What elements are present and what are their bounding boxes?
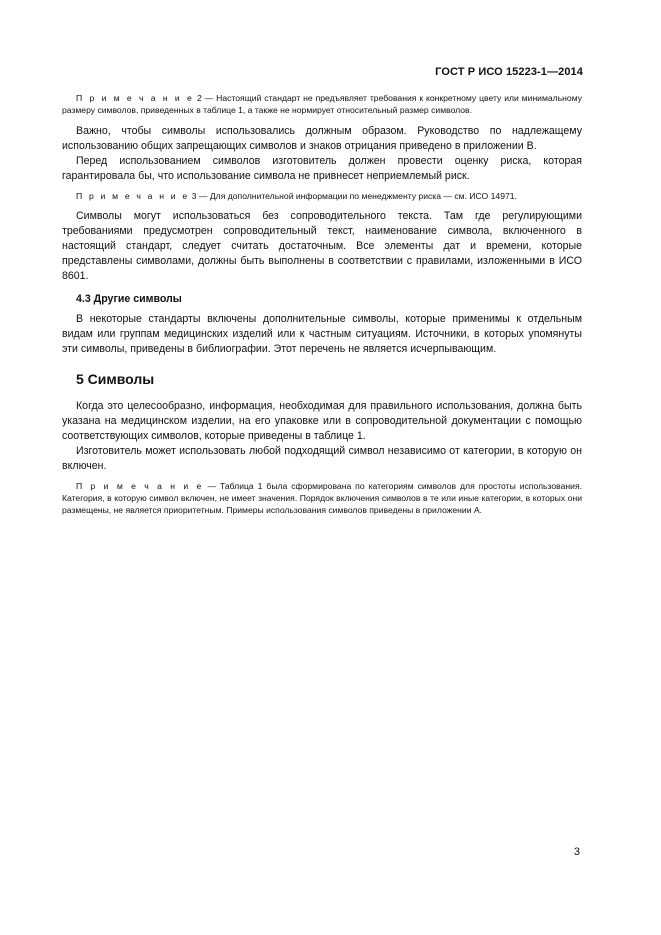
note-label: П р и м е ч а н и е	[76, 93, 195, 103]
section-heading-5: 5 Символы	[76, 370, 155, 387]
paragraph-accompanying-text: Символы могут использоваться без сопроводительного текста. Там где регулирующими требованиями предусмотрен сопроводительный текст, наименование символа, включенного в настоящий стандарт, следует считать достаточным. Все элементы дат и времени, которые представлены символами, должны быть выполнены в соответствии с правилами, изложенными в ИСО 8601.	[62, 209, 582, 282]
page-content	[62, 92, 582, 516]
page-number: 3	[573, 846, 580, 858]
paragraph-information-required: Когда это целесообразно, информация, необходимая для правильного использования, должна быть указана на медицинском изделии, на его упаковке или в сопроводительной документации с помощью соответствующих символов, которые приведены в таблице 1.	[62, 399, 582, 442]
note-label: П р и м е ч а н и е	[76, 191, 190, 202]
note-text: 3 — Для дополнительной информации по менеджменту риска — см. ИСО 14971.	[191, 191, 517, 202]
note-2	[62, 92, 582, 116]
document-id-header: ГОСТ Р ИСО 15223-1—2014	[435, 66, 583, 78]
note-3	[62, 190, 582, 202]
note-label: П р и м е ч а н и е	[76, 480, 204, 491]
paragraph-risk-assessment: Перед использованием символов изготовитель должен провести оценку риска, которая гарантировала бы, что использование символа не привнесет неприемлемый риск.	[62, 155, 582, 183]
note-text: — Таблица 1 была сформирована по категориям символов для простоты использования. Категория, в которую символ включен, не имеет значения. Порядок включения символов в те или иные категории, в которых они размещены, не является приоритетным. Примеры использования символов приведены в приложении А.	[62, 480, 582, 516]
note-table-1	[62, 480, 582, 517]
paragraph-additional-symbols: В некоторые стандарты включены дополнительные символы, которые применимы к отдельным видам или группам медицинских изделий или к частным ситуациям. Источники, в которых упомянуты эти символы, приведены в библиографии. Этот перечень не является исчерпывающим.	[62, 312, 582, 355]
paragraph-symbol-usage: Важно, чтобы символы использовались должным образом. Руководство по надлежащему использованию общих запрещающих символов и знаков отрицания приведено в приложении В.	[62, 125, 582, 153]
note-text: 2 — Настоящий стандарт не предъявляет требования к конкретному цвету или минимальному размеру символов, приведенных в таблице 1, а также не нормирует относительный размер символов.	[62, 93, 582, 116]
subsection-heading-4-3: 4.3 Другие символы	[76, 292, 182, 305]
paragraph-manufacturer-choice: Изготовитель может использовать любой подходящий символ независимо от категории, в которую он включен.	[62, 444, 582, 472]
